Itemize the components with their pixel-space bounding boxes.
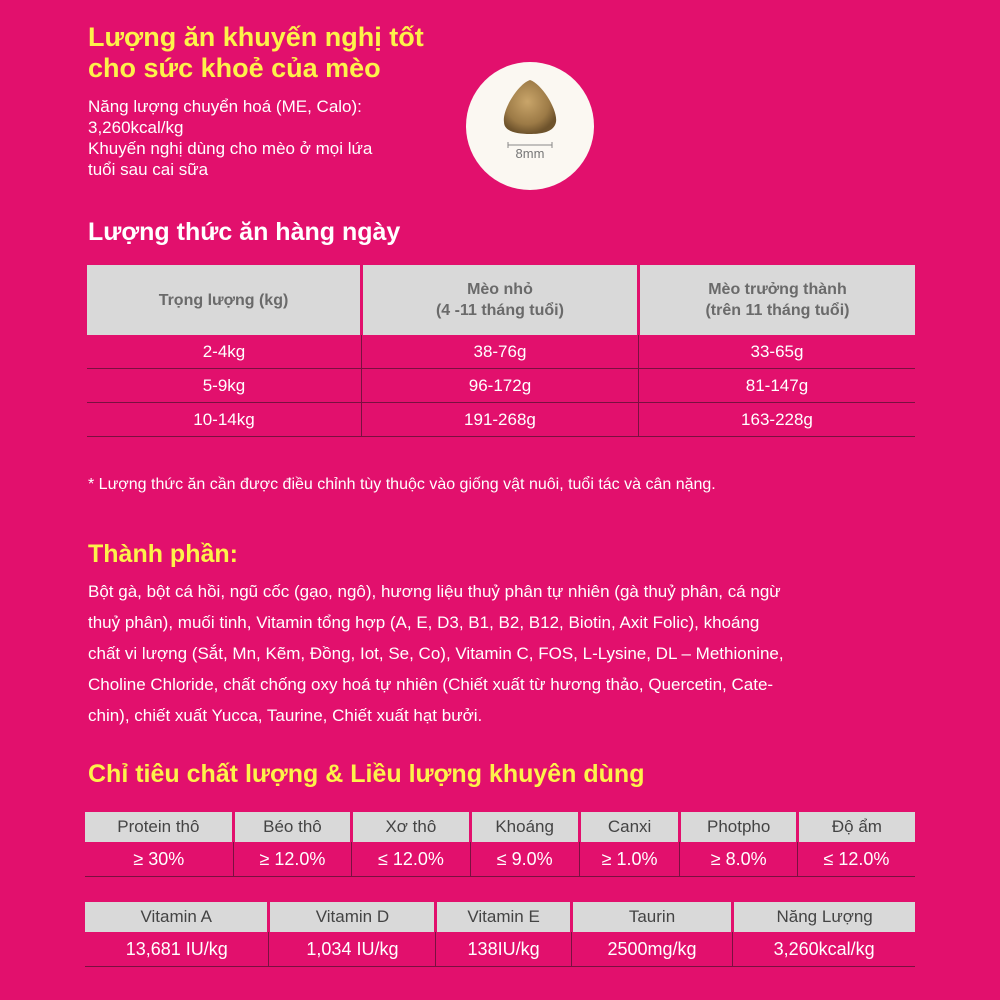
- energy-info: [88, 96, 458, 180]
- value-ash: ≤ 9.0%: [470, 842, 579, 877]
- recommend-line-2: tuổi sau cai sữa: [88, 160, 209, 179]
- table-cell: 33-65g: [638, 335, 915, 369]
- table-cell: 96-172g: [361, 369, 638, 403]
- title-line-1: Lượng ăn khuyến nghị tốt: [88, 22, 424, 52]
- value-fat: ≥ 12.0%: [233, 842, 351, 877]
- table-row: [87, 335, 915, 369]
- header-vitamin-d: Vitamin D: [269, 902, 436, 932]
- feeding-recommendation-title: [88, 22, 508, 84]
- composition-text: [88, 576, 928, 731]
- header-ash: Khoáng: [470, 812, 579, 842]
- table-cell: 191-268g: [361, 403, 638, 437]
- vitamin-value-row: [85, 932, 915, 967]
- value-protein: ≥ 30%: [85, 842, 233, 877]
- daily-amount-table: [87, 265, 915, 437]
- feeding-note: * Lượng thức ăn cần được điều chỉnh tùy thuộc vào giống vật nuôi, tuổi tác và cân nặng.: [88, 476, 716, 493]
- table-cell: 5-9kg: [87, 369, 361, 403]
- recommend-line-1: Khuyến nghị dùng cho mèo ở mọi lứa: [88, 139, 373, 158]
- header-weight: [87, 265, 361, 335]
- value-taurine: 2500mg/kg: [571, 932, 733, 967]
- header-vitamin-a: Vitamin A: [85, 902, 269, 932]
- table-cell: 2-4kg: [87, 335, 361, 369]
- header-phosphorus: Photpho: [680, 812, 797, 842]
- value-vitamin-e: 138IU/kg: [436, 932, 571, 967]
- nutrient-header-row: [85, 812, 915, 842]
- composition-title: Thành phần:: [88, 540, 238, 568]
- composition-line: chất vi lượng (Sắt, Mn, Kẽm, Đồng, Iot, Se, Co), Vitamin C, FOS, L-Lysine, DL – Methionine,: [88, 644, 784, 663]
- header-moisture: Độ ẩm: [797, 812, 915, 842]
- composition-line: thuỷ phân), muối tinh, Vitamin tổng hợp (A, E, D3, B1, B2, B12, Biotin, Axit Folic), khoáng: [88, 613, 760, 632]
- table-row: [87, 369, 915, 403]
- header-fiber: Xơ thô: [352, 812, 470, 842]
- value-vitamin-d: 1,034 IU/kg: [269, 932, 436, 967]
- header-protein: Protein thô: [85, 812, 233, 842]
- vitamin-table: [85, 902, 915, 967]
- kibble-size-label: 8mm: [515, 146, 545, 161]
- vitamin-header-row: [85, 902, 915, 932]
- energy-label: Năng lượng chuyển hoá (ME, Calo):: [88, 97, 362, 116]
- table-cell: 38-76g: [361, 335, 638, 369]
- energy-value: 3,260kcal/kg: [88, 118, 184, 137]
- kibble-icon: [466, 62, 594, 190]
- nutrient-value-row: [85, 842, 915, 877]
- table-row: [87, 403, 915, 437]
- daily-amount-title: Lượng thức ăn hàng ngày: [88, 218, 401, 246]
- table-cell: 10-14kg: [87, 403, 361, 437]
- header-weight-label: Trọng lượng (kg): [158, 291, 289, 309]
- header-adult-age: (trên 11 tháng tuổi): [705, 302, 850, 319]
- value-calcium: ≥ 1.0%: [579, 842, 680, 877]
- header-taurine: Taurin: [571, 902, 733, 932]
- nutrient-analysis-table: [85, 812, 915, 877]
- table-cell: 163-228g: [638, 403, 915, 437]
- value-moisture: ≤ 12.0%: [797, 842, 915, 877]
- composition-line: Choline Chloride, chất chống oxy hoá tự nhiên (Chiết xuất từ hương thảo, Quercetin, Cate-: [88, 675, 774, 694]
- value-phosphorus: ≥ 8.0%: [680, 842, 797, 877]
- header-kitten-label: Mèo nhỏ: [467, 281, 533, 298]
- header-adult-label: Mèo trưởng thành: [708, 281, 847, 298]
- header-kitten: [361, 265, 638, 335]
- composition-line: chin), chiết xuất Yucca, Taurine, Chiết xuất hạt bưởi.: [88, 706, 483, 725]
- header-vitamin-e: Vitamin E: [436, 902, 571, 932]
- value-energy: 3,260kcal/kg: [733, 932, 915, 967]
- value-fiber: ≤ 12.0%: [352, 842, 470, 877]
- title-line-2: cho sức khoẻ của mèo: [88, 53, 381, 83]
- daily-table-header: [87, 265, 915, 335]
- quality-title: Chỉ tiêu chất lượng & Liều lượng khuyên dùng: [88, 760, 645, 788]
- header-energy: Năng Lượng: [733, 902, 915, 932]
- header-calcium: Canxi: [579, 812, 680, 842]
- header-adult: [638, 265, 915, 335]
- table-cell: 81-147g: [638, 369, 915, 403]
- value-vitamin-a: 13,681 IU/kg: [85, 932, 269, 967]
- composition-line: Bột gà, bột cá hồi, ngũ cốc (gạo, ngô), hương liệu thuỷ phân tự nhiên (gà thuỷ phân, cá ngừ: [88, 582, 781, 601]
- header-fat: Béo thô: [233, 812, 351, 842]
- header-kitten-age: (4 -11 tháng tuổi): [435, 302, 564, 319]
